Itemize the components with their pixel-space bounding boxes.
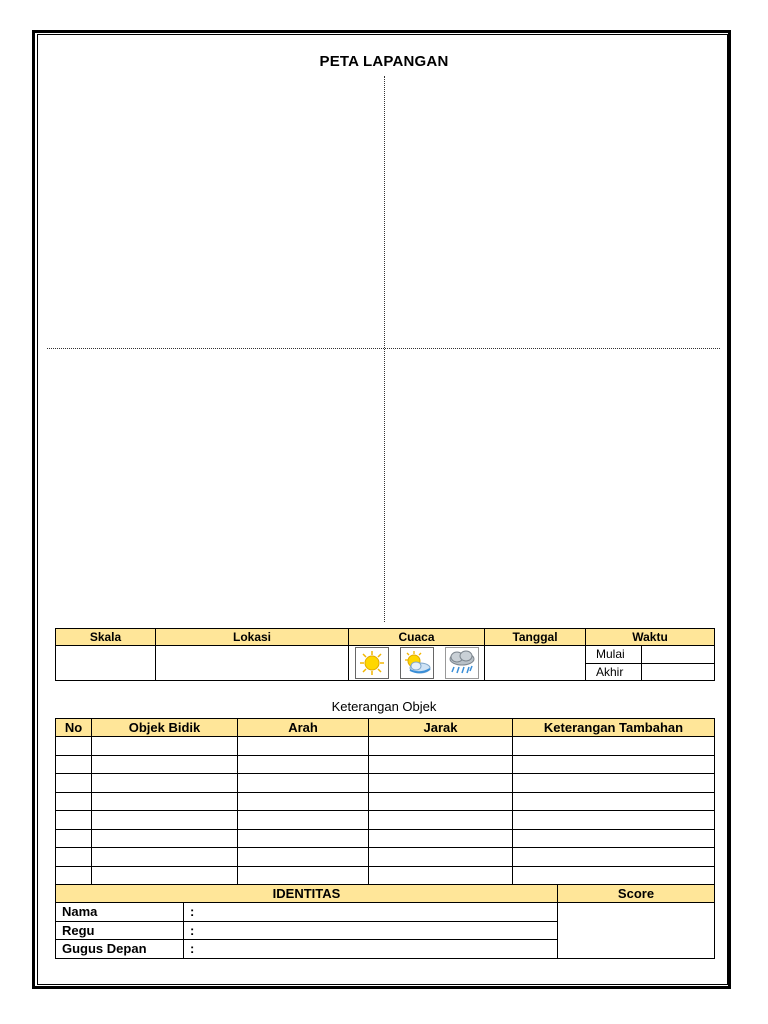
table-row — [56, 866, 715, 885]
header-arah: Arah — [238, 719, 369, 737]
waktu-mulai-field[interactable] — [642, 646, 715, 664]
gugus-depan-label: Gugus Depan — [56, 940, 184, 959]
info-table — [55, 628, 715, 681]
rain-cloud-icon[interactable] — [445, 647, 479, 679]
table-row — [56, 774, 715, 793]
gugus-depan-field[interactable]: : — [184, 940, 558, 959]
partly-cloudy-icon[interactable] — [400, 647, 434, 679]
lokasi-field[interactable] — [156, 646, 349, 681]
waktu-mulai-label: Mulai — [586, 646, 642, 664]
header-score: Score — [558, 885, 715, 903]
cuaca-field — [349, 646, 485, 681]
header-keterangan-tambahan: Keterangan Tambahan — [513, 719, 715, 737]
sun-icon[interactable] — [355, 647, 389, 679]
table-row — [56, 829, 715, 848]
regu-label: Regu — [56, 921, 184, 940]
skala-field[interactable] — [56, 646, 156, 681]
tanggal-field[interactable] — [485, 646, 586, 681]
identitas-table — [55, 884, 715, 959]
header-waktu: Waktu — [586, 629, 715, 646]
regu-field[interactable]: : — [184, 921, 558, 940]
map-horizontal-axis — [47, 348, 720, 349]
header-no: No — [56, 719, 92, 737]
header-objek-bidik: Objek Bidik — [92, 719, 238, 737]
table-row — [56, 792, 715, 811]
map-title: PETA LAPANGAN — [319, 53, 449, 70]
nama-label: Nama — [56, 903, 184, 922]
waktu-akhir-field[interactable] — [642, 663, 715, 681]
header-skala: Skala — [56, 629, 156, 646]
header-lokasi: Lokasi — [156, 629, 349, 646]
map-vertical-axis — [384, 76, 385, 622]
table-row — [56, 848, 715, 867]
nama-field[interactable]: : — [184, 903, 558, 922]
waktu-akhir-label: Akhir — [586, 663, 642, 681]
objek-title: Keterangan Objek — [331, 699, 437, 714]
score-field[interactable] — [558, 903, 715, 959]
objek-table — [55, 718, 715, 885]
header-tanggal: Tanggal — [485, 629, 586, 646]
table-row — [56, 811, 715, 830]
table-row — [56, 737, 715, 756]
header-identitas: IDENTITAS — [56, 885, 558, 903]
table-row — [56, 755, 715, 774]
header-jarak: Jarak — [369, 719, 513, 737]
header-cuaca: Cuaca — [349, 629, 485, 646]
